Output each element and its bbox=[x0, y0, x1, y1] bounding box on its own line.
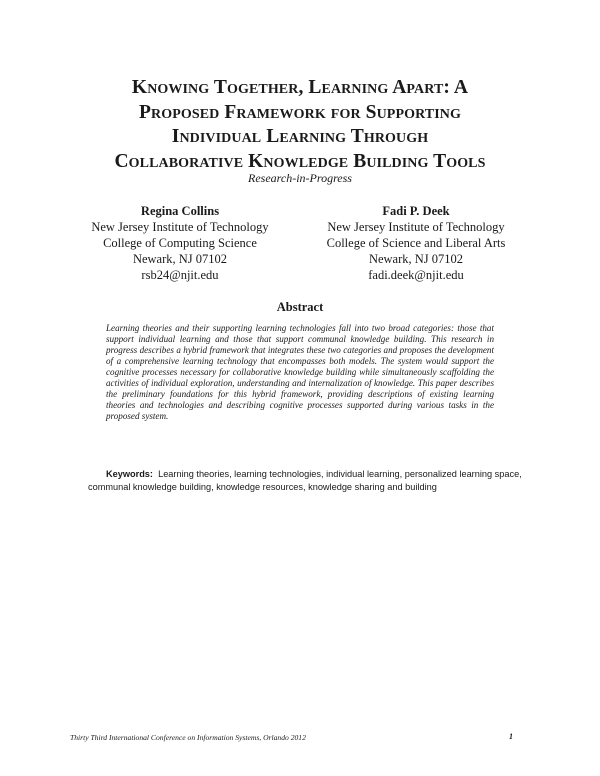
author-block-1 bbox=[60, 203, 300, 283]
author-email: rsb24@njit.edu bbox=[141, 268, 219, 282]
title-line-4: Collaborative Knowledge Building Tools bbox=[114, 150, 486, 172]
author-name: Fadi P. Deek bbox=[382, 204, 450, 218]
author-name: Regina Collins bbox=[140, 204, 220, 218]
abstract-text: Learning theories and their supporting learning technologies fall into two broad categories: those that support individual learning and those that support communal knowledge building. This research in progress describes a hybrid framework that integrates these two categories and proposes the development of a comprehensive learning technology that encompasses both models. The system would support the cognitive processes necessary for collaborative knowledge building while simultaneously scaffolding the activities of individual exploration, understanding and internalization of knowledge. This paper describes the preliminary foundations for this hybrid framework, providing descriptions of existing learning theories and technologies and describing cognitive processes supported during various tasks in the proposed system. bbox=[106, 323, 494, 421]
author-location: Newark, NJ 07102 bbox=[132, 252, 228, 266]
author-block-2 bbox=[296, 203, 536, 283]
abstract-heading: Abstract bbox=[276, 300, 324, 314]
title-line-2: Proposed Framework for Supporting bbox=[139, 101, 461, 123]
paper-subtitle: Research-in-Progress bbox=[248, 171, 352, 185]
paper-title bbox=[40, 76, 560, 174]
author-institution: New Jersey Institute of Technology bbox=[91, 220, 269, 234]
page-number: 1 bbox=[509, 732, 513, 741]
keywords-paragraph bbox=[88, 468, 538, 493]
author-email: fadi.deek@njit.edu bbox=[368, 268, 464, 282]
author-location: Newark, NJ 07102 bbox=[368, 252, 464, 266]
author-department: College of Computing Science bbox=[103, 236, 257, 250]
title-line-1: Knowing Together, Learning Apart: A bbox=[131, 77, 469, 98]
title-line-3: Individual Learning Through bbox=[171, 126, 429, 147]
author-department: College of Science and Liberal Arts bbox=[326, 236, 506, 250]
footer-conference: Thirty Third International Conference on Information Systems, Orlando 2012 bbox=[70, 733, 306, 742]
author-institution: New Jersey Institute of Technology bbox=[327, 220, 505, 234]
keywords-text: Learning theories, learning technologies, individual learning, personalized learning space, communal knowledge building, knowledge resources, knowledge sharing and building bbox=[88, 469, 522, 492]
keywords-label: Keywords: bbox=[106, 469, 159, 479]
